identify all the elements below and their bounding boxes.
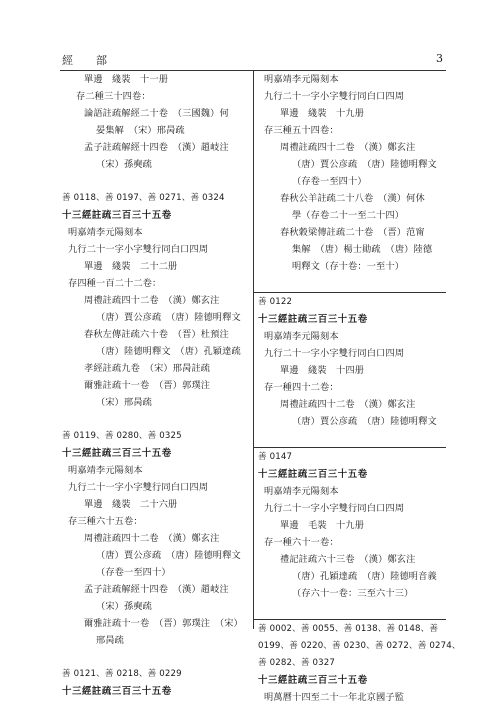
entry-title: 十三經註疏三百三十五卷	[258, 675, 368, 686]
entry-text-line: 存四種一百二十二卷：	[68, 278, 162, 289]
entry-text-line: （存六十一卷：三至六十三）	[292, 588, 414, 599]
entry-text-line: 明嘉靖李元陽刻本	[68, 227, 143, 238]
entry-text-line: 論語註疏解經二十卷 （三國魏）何	[84, 108, 229, 119]
entry-text-line: 明嘉靖李元陽刻本	[264, 331, 339, 342]
entry-text-line: 單邊 毛裝 十九册	[280, 520, 365, 531]
right-column	[258, 71, 461, 706]
entry-text-line: （唐）孔穎達疏 （唐）陸德明音義	[292, 571, 437, 582]
entry-text-line: （宋）孫奭疏	[96, 601, 153, 612]
entry-text-line: 單邊 綫裝 二十六册	[84, 499, 178, 510]
entry-spacer	[258, 602, 448, 619]
catalog-id-line: 善 0121、善 0218、善 0229	[62, 669, 182, 679]
catalog-id-line: 0199、善 0220、善 0230、善 0272、善 0274、	[258, 641, 461, 651]
entry-text-line: （存卷一至四十）	[96, 567, 171, 578]
left-column	[62, 71, 252, 700]
entry-text-line: 孟子註疏解經十四卷 （漢）趙岐注	[84, 142, 229, 153]
entry-text-line: 集解 （唐）楊士勛疏 （唐）陸德	[292, 244, 433, 255]
entry-text-line: （唐）賈公彦疏 （唐）陸德明釋文	[96, 312, 241, 323]
entry-text-line: 孝經註疏九卷 （宋）邢昺註疏	[84, 363, 211, 374]
entry-text-line: （存卷一至四十）	[292, 176, 367, 187]
entry-text-line: 存二種三十四卷：	[76, 91, 151, 102]
entry-text-line: 存一種六十一卷：	[264, 537, 339, 548]
entry-spacer	[62, 173, 252, 190]
entry-separator-rule	[253, 619, 446, 620]
entry-text-line: 孟子註疏解經十四卷 （漢）趙岐注	[84, 584, 229, 595]
entry-text-line: （唐）賈公彦疏 （唐）陸德明釋文	[292, 416, 437, 427]
entry-text-line: 禮記註疏六十三卷 （漢）鄭玄注	[280, 554, 416, 565]
entry-text-line: 春秋穀梁傳註疏二十卷 （晋）范甯	[280, 227, 425, 238]
entry-text-line: 存一種四十二卷：	[264, 382, 339, 393]
entry-text-line: 春秋公羊註疏二十八卷 （漢）何休	[280, 193, 425, 204]
column-divider	[253, 71, 254, 629]
entry-text-line: 周禮註疏四十二卷 （漢）鄭玄注	[280, 399, 416, 410]
entry-separator-rule	[253, 447, 446, 448]
entry-separator-rule	[253, 292, 446, 293]
entry-spacer	[258, 275, 448, 292]
entry-text-line: 單邊 綫裝 十九册	[280, 108, 365, 119]
page-number: 3	[436, 52, 443, 65]
entry-text-line: 邢昺疏	[96, 635, 125, 646]
entry-text-line: 九行二十一字小字雙行同白口四周	[264, 91, 405, 102]
entry-title: 十三經註疏三百三十五卷	[62, 686, 172, 697]
entry-text-line: 九行二十一字小字雙行同白口四周	[68, 482, 209, 493]
entry-text-line: 周禮註疏四十二卷 （漢）鄭玄注	[84, 295, 220, 306]
entry-text-line: 九行二十一字小字雙行同白口四周	[264, 503, 405, 514]
entry-text-line: 九行二十一字小字雙行同白口四周	[264, 348, 405, 359]
entry-text-line: 爾雅註疏十一卷 （晋）郭璞注 （宋）	[84, 618, 243, 629]
entry-title: 十三經註疏三百三十五卷	[258, 469, 368, 480]
entry-text-line: 單邊 綫裝 十四册	[280, 365, 365, 376]
entry-text-line: 存三種五十四卷：	[264, 125, 339, 136]
entry-title: 十三經註疏三百三十五卷	[62, 448, 172, 459]
catalog-id-line: 善 0119、善 0280、善 0325	[62, 431, 182, 441]
entry-text-line: 單邊 綫裝 十一册	[84, 74, 169, 85]
entry-text-line: （唐）賈公彦疏 （唐）陸德明釋文	[96, 550, 241, 561]
entry-title: 十三經註疏三百三十五卷	[62, 210, 172, 221]
catalog-id-line: 善 0147	[258, 452, 293, 462]
entry-text-line: 明釋文（存十卷：一至十）	[292, 261, 405, 272]
entry-text-line: 存三種六十五卷：	[68, 516, 143, 527]
running-header-section: 經 部	[62, 54, 113, 67]
entry-text-line: （唐）賈公彦疏 （唐）陸德明釋文	[292, 159, 437, 170]
entry-text-line: 周禮註疏四十二卷 （漢）鄭玄注	[84, 533, 220, 544]
entry-text-line: （宋）孫奭疏	[96, 159, 153, 170]
entry-spacer	[62, 411, 252, 428]
catalog-id-line: 善 0282、善 0327	[258, 658, 335, 668]
entry-spacer	[62, 649, 252, 666]
entry-text-line: 明嘉靖李元陽刻本	[264, 74, 339, 85]
entry-text-line: 明嘉靖李元陽刻本	[68, 465, 143, 476]
entry-text-line: （宋）邢昺疏	[96, 397, 153, 408]
entry-text-line: 春秋左傳註疏六十卷 （晋）杜預注	[84, 329, 229, 340]
catalog-id-line: 善 0118、善 0197、善 0271、善 0324	[62, 193, 225, 203]
catalog-id-line: 善 0122	[258, 297, 293, 307]
entry-text-line: 明萬曆十四至二十一年北京國子監	[264, 692, 405, 703]
entry-text-line: 晏集解 （宋）邢昺疏	[96, 125, 185, 136]
entry-text-line: 爾雅註疏十一卷 （晋）郭璞注	[84, 380, 211, 391]
entry-text-line: 周禮註疏四十二卷 （漢）鄭玄注	[280, 142, 416, 153]
entry-spacer	[258, 430, 448, 447]
entry-text-line: 單邊 綫裝 二十二册	[84, 261, 178, 272]
entry-text-line: 明嘉靖李元陽刻本	[264, 486, 339, 497]
catalog-id-line: 善 0002、善 0055、善 0138、善 0148、善	[258, 624, 439, 634]
entry-text-line: （唐）陸德明釋文 （唐）孔穎達疏	[96, 346, 241, 357]
entry-text-line: 學（存卷二十一至二十四）	[292, 210, 405, 221]
entry-text-line: 九行二十一字小字雙行同白口四周	[68, 244, 209, 255]
entry-title: 十三經註疏三百三十五卷	[258, 314, 368, 325]
